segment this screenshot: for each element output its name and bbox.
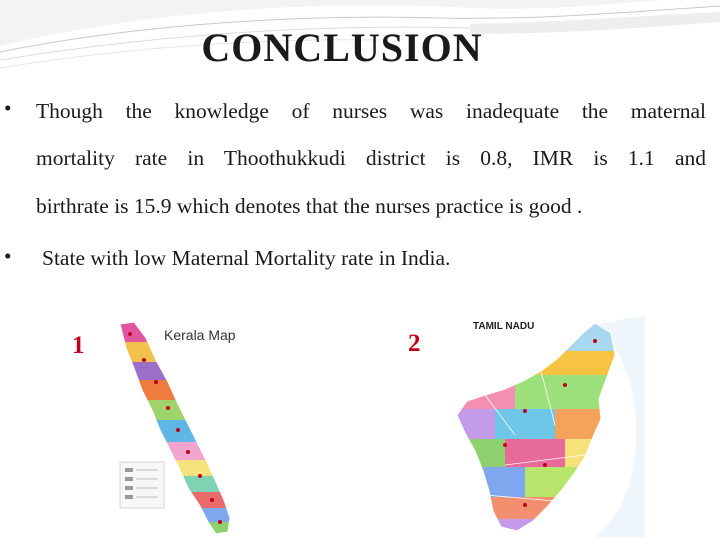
tamil-nadu-map (445, 315, 645, 540)
bullet-marker: • (4, 244, 12, 268)
bullet-text: State with low Maternal Mortality rate in India. (42, 246, 451, 270)
bullet-marker: • (4, 96, 12, 120)
slide-title: CONCLUSION (201, 25, 483, 70)
bullet-line-2: mortality rate in Thoothukkudi district is 0.8, IMR is 1.1 and (36, 146, 706, 170)
tamil-nadu-map-title: TAMIL NADU (473, 321, 535, 332)
rank-number-1: 1 (72, 332, 85, 359)
kerala-map (112, 320, 254, 540)
kerala-map-title: Kerala Map (164, 327, 236, 343)
bullet-line-1: Though the knowledge of nurses was inadequate the maternal (36, 99, 706, 123)
kerala-map-graphic (112, 320, 254, 540)
rank-number-2: 2 (408, 330, 421, 357)
bullet-line-3: birthrate is 15.9 which denotes that the nurses practice is good . (36, 194, 583, 218)
tamil-nadu-map-graphic (445, 315, 645, 540)
